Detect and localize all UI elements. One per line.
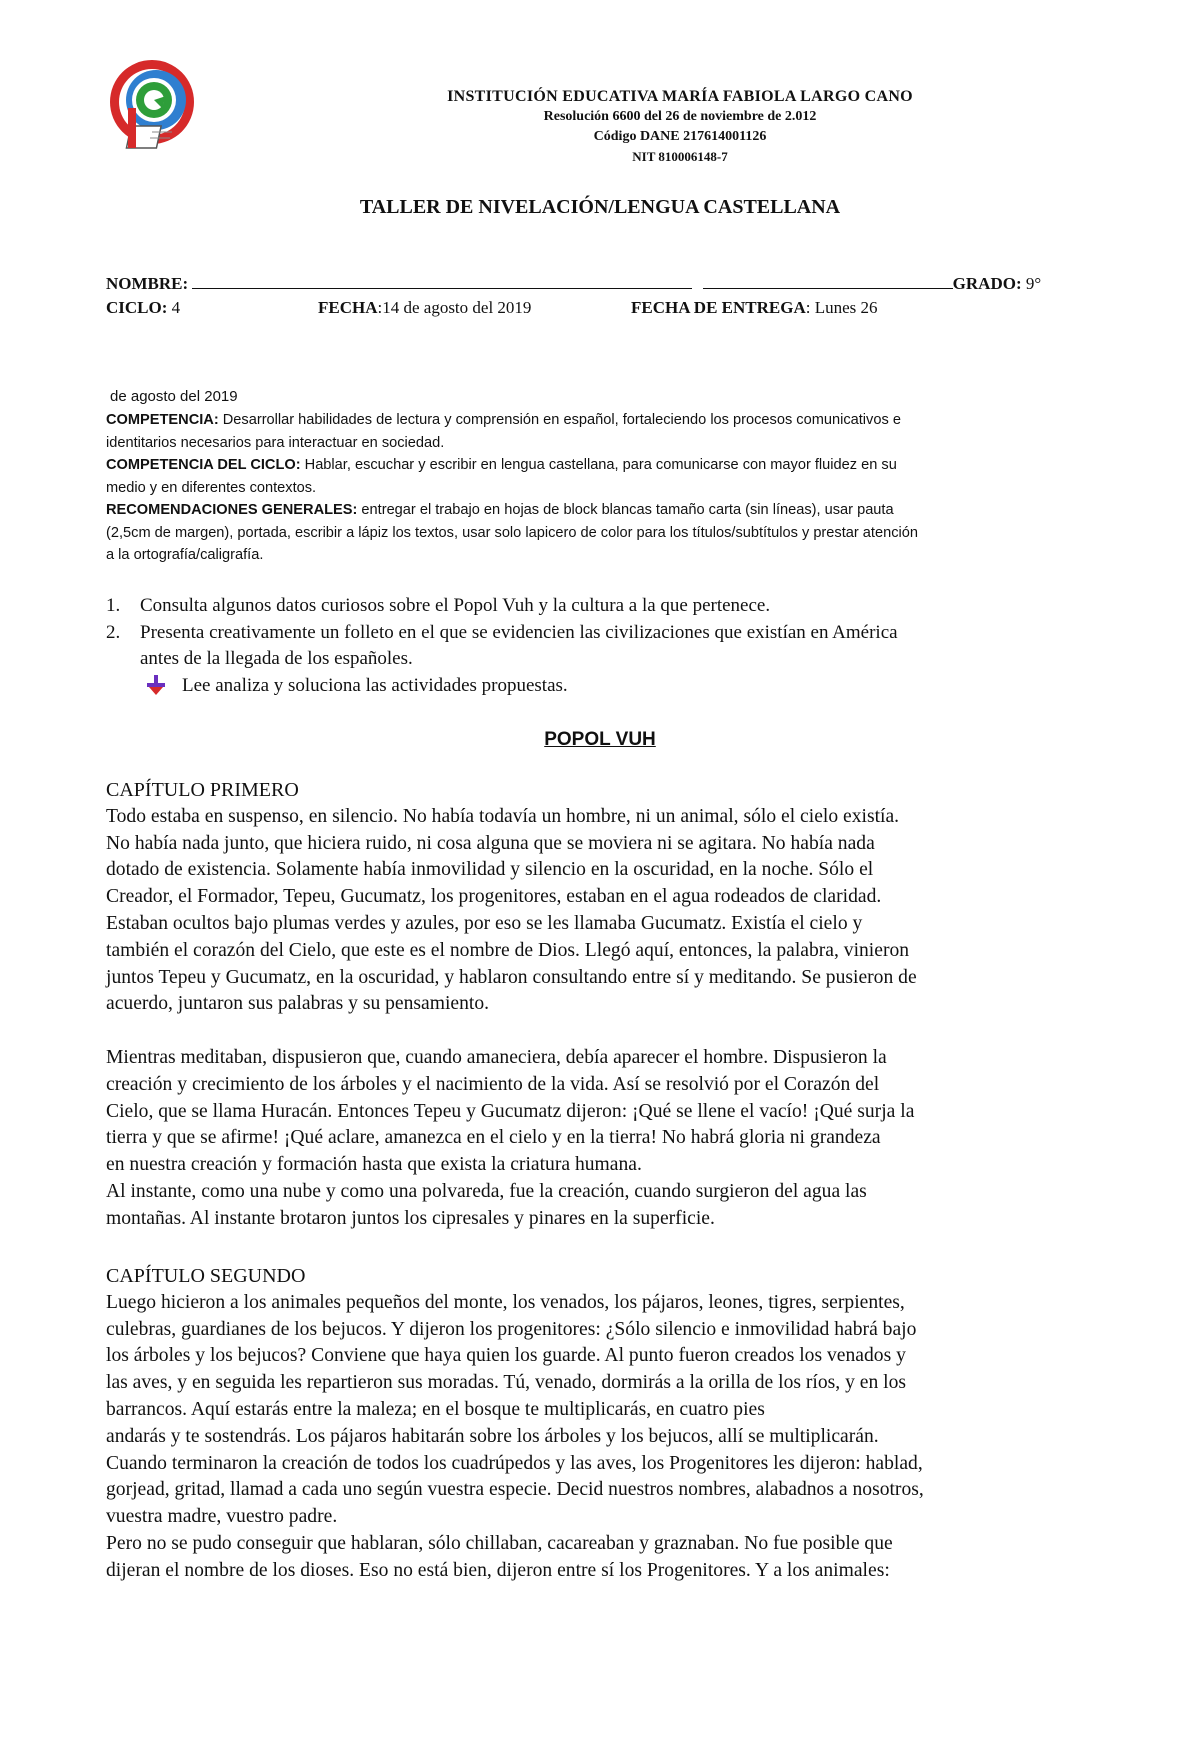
text-line: gorjead, gritad, llamad a cada uno según vuestra especie. Decid nuestros nombres, alabadnos a nosotros, xyxy=(106,1479,924,1501)
bullet-task xyxy=(106,673,1096,700)
task-text: Presenta creativamente un folleto en el que se evidencien las civilizaciones que existían en América xyxy=(140,621,898,643)
competencia-line1: Desarrollar habilidades de lectura y comprensión en español, fortaleciendo los procesos comunicativos e xyxy=(222,412,901,428)
text-line: Todo estaba en suspenso, en silencio. No había todavía un hombre, ni un animal, sólo el cielo existía. xyxy=(106,805,900,827)
bullet-task-text: Lee analiza y soluciona las actividades propuestas. xyxy=(182,674,568,696)
text-line: Pero no se pudo conseguir que hablaran, sólo chillaban, cacareaban y graznaban. No fue posible que xyxy=(106,1532,893,1554)
text-line: barrancos. Aquí estarás entre la maleza; en el bosque te multiplicarás, en cuatro pies xyxy=(106,1398,765,1420)
chapter-one xyxy=(106,777,1106,1233)
grado-label: GRADO: xyxy=(952,274,1022,293)
text-line: No había nada junto, que hiciera ruido, ni cosa alguna que se moviera ni se agitara. No había nada xyxy=(106,832,875,854)
chapter-two xyxy=(106,1263,1106,1585)
nombre-blank-line-2[interactable] xyxy=(703,274,953,289)
text-line: Cielo, que se llama Huracán. Entonces Tepeu y Gucumatz dijeron: ¡Qué se llene el vacío! ¡Qué surja la xyxy=(106,1100,915,1122)
chapter-title: CAPÍTULO SEGUNDO xyxy=(106,1265,306,1287)
task-number: 1. xyxy=(106,595,121,616)
task-item xyxy=(106,620,1096,673)
nit-number: NIT 810006148-7 xyxy=(632,149,728,164)
text-line: Al instante, como una nube y como una polvareda, fue la creación, cuando surgieron del agua las xyxy=(106,1180,867,1202)
text-line: Mientras meditaban, dispusieron que, cuando amaneciera, debía aparecer el hombre. Dispusieron la xyxy=(106,1046,887,1068)
task-number: 2. xyxy=(106,621,121,643)
school-logo xyxy=(100,56,210,166)
task-text: Consulta algunos datos curiosos sobre el Popol Vuh y la cultura a la que pertenece. xyxy=(140,595,771,616)
page-title: TALLER DE NIVELACIÓN/LENGUA CASTELLANA xyxy=(359,196,841,218)
nombre-label: NOMBRE: xyxy=(106,274,189,293)
text-line: Estaban ocultos bajo plumas verdes y azules, por eso se les llamaba Gucumatz. Existía el cielo y xyxy=(106,912,863,934)
chapter-title: CAPÍTULO PRIMERO xyxy=(106,779,299,801)
text-line: tierra y que se afirme! ¡Qué aclare, amanezca en el cielo y en la tierra! No habrá gloria ni grandeza xyxy=(106,1127,881,1149)
competencia-label: COMPETENCIA: xyxy=(106,412,219,428)
text-line: dotado de existencia. Solamente había inmovilidad y silencio en la oscuridad, en la noche. Sólo el xyxy=(106,859,874,881)
arrow-bullet-icon xyxy=(146,674,166,696)
competencia-ciclo-line2: medio y en diferentes contextos. xyxy=(106,479,317,496)
entrega-label: FECHA DE ENTREGA xyxy=(631,298,806,317)
entrega-continuation: de agosto del 2019 xyxy=(110,388,238,405)
resolution-text: Resolución 6600 del 26 de noviembre de 2.012 xyxy=(543,109,817,124)
fecha-label: FECHA xyxy=(318,298,378,317)
text-line: dijeran el nombre de los dioses. Eso no está bien, dijeron entre sí los Progenitores. Y a los animales: xyxy=(106,1559,890,1581)
text-line: Cuando terminaron la creación de todos los cuadrúpedos y las aves, los Progenitores les dijeron: hablad, xyxy=(106,1452,923,1474)
ciclo-label: CICLO: xyxy=(106,298,168,317)
ciclo-row xyxy=(106,298,1106,318)
competencia-block xyxy=(106,409,1096,567)
text-line: andarás y te sostendrás. Los pájaros habitarán sobre los árboles y los bejucos, allí se multiplicarán. xyxy=(106,1425,879,1447)
recomendaciones-line1: entregar el trabajo en hojas de block blancas tamaño carta (sin líneas), usar pauta xyxy=(361,502,894,518)
text-line: creación y crecimiento de los árboles y el nacimiento de la vida. Así se resolvió por el Corazón del xyxy=(106,1073,880,1095)
popol-vuh-title: POPOL VUH xyxy=(544,729,656,750)
entrega-value: : Lunes 26 xyxy=(805,298,878,317)
text-line: Creador, el Formador, Tepeu, Gucumatz, los progenitores, estaban en el agua rodeados de claridad. xyxy=(106,886,882,908)
text-line: montañas. Al instante brotaron juntos los cipresales y pinares en la superficie. xyxy=(106,1207,715,1229)
text-line: las aves, y en seguida les repartieron sus moradas. Tú, venado, dormirás a la orilla de los ríos, y en los xyxy=(106,1372,907,1394)
text-line: vuestra madre, vuestro padre. xyxy=(106,1506,338,1528)
task-text: antes de la llegada de los españoles. xyxy=(140,648,413,669)
text-line: Luego hicieron a los animales pequeños del monte, los venados, los pájaros, leones, tigres, serpientes, xyxy=(106,1291,905,1313)
task-item xyxy=(106,593,1096,620)
recomendaciones-label: RECOMENDACIONES GENERALES: xyxy=(106,502,358,518)
competencia-line2: identitarios necesarios para interactuar en sociedad. xyxy=(106,434,445,451)
text-line: acuerdo, juntaron sus palabras y su pensamiento. xyxy=(106,993,490,1015)
ciclo-value: 4 xyxy=(171,298,181,317)
recomendaciones-line2: (2,5cm de margen), portada, escribir a lápiz los textos, usar solo lapicero de color para los títulos/subtítulos y prestar atención xyxy=(106,524,918,541)
text-line: también el corazón del Cielo, que este es el nombre de Dios. Llegó aquí, entonces, la palabra, vinieron xyxy=(106,939,910,961)
task-list xyxy=(106,593,1096,699)
text-line: culebras, guardianes de los bejucos. Y dijeron los progenitores: ¿Sólo silencio e inmovilidad habrá bajo xyxy=(106,1318,917,1340)
text-line: los árboles y los bejucos? Conviene que haya quien los guarde. Al punto fueron creados los venados y xyxy=(106,1345,906,1367)
institution-name: INSTITUCIÓN EDUCATIVA MARÍA FABIOLA LARGO CANO xyxy=(447,88,913,105)
dane-code: Código DANE 217614001126 xyxy=(593,129,767,144)
text-line: juntos Tepeu y Gucumatz, en la oscuridad, y hablaron consultando entre sí y meditando. Se pusieron de xyxy=(106,966,917,988)
recomendaciones-line3: a la ortografía/caligrafía. xyxy=(106,547,264,563)
fecha-value: :14 de agosto del 2019 xyxy=(377,298,532,317)
competencia-ciclo-line1: Hablar, escuchar y escribir en lengua castellana, para comunicarse con mayor fluidez en su xyxy=(304,457,897,473)
nombre-row xyxy=(106,274,1041,294)
text-line: en nuestra creación y formación hasta que exista la criatura humana. xyxy=(106,1154,642,1176)
grado-value: 9° xyxy=(1025,274,1042,293)
nombre-blank-line[interactable] xyxy=(192,274,692,289)
competencia-ciclo-label: COMPETENCIA DEL CICLO: xyxy=(106,457,301,473)
